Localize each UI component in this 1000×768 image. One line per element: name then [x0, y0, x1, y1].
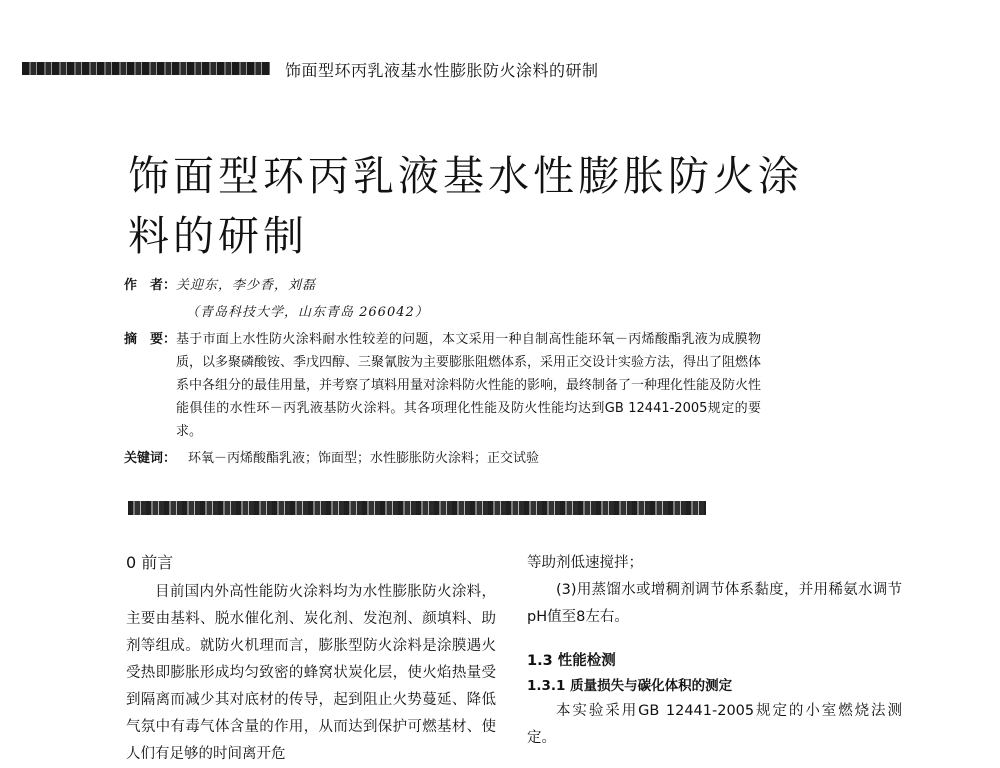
keywords-row: [124, 447, 784, 470]
section-0-heading: 0 前言: [126, 553, 174, 572]
authors: 关迎东，李少香，刘磊: [176, 278, 317, 293]
right-column: [527, 550, 902, 752]
section-1-3-1-heading: 1.3.1 质量损失与碳化体积的测定: [527, 678, 733, 694]
keywords-text: 环氧－丙烯酸酯乳液；饰面型；水性膨胀防火涂料；正交试验: [188, 451, 540, 466]
section-1-3-1-text: 本实验采用GB 12441-2005规定的小室燃烧法测定。: [527, 703, 902, 746]
abstract-text: 基于市面上水性防火涂料耐水性较差的问题，本文采用一种自制高性能环氧－丙烯酸酯乳液为成膜物质，以多聚磷酸铵、季戊四醇、三聚氰胺为主要膨胀阻燃体系，采用正交设计实验方法，得出了阻燃体系中各组分的最佳用量，并考察了填料用量对涂料防火性能的影响，最终制备了一种理化性能及防火性能俱佳的水性环－丙乳液基防火涂料。其各项理化性能及防火性能均达到GB 12441-2005规定的要求。: [176, 332, 762, 439]
section-divider-bar: [128, 501, 706, 515]
abstract-row: [124, 328, 784, 443]
abstract-label: 摘 要：: [124, 332, 177, 347]
article-meta: [124, 274, 784, 470]
step-3-text: (3)用蒸馏水或增稠剂调节体系黏度，并用稀氨水调节pH值至8左右。: [527, 582, 902, 625]
affiliation: （青岛科技大学，山东青岛 266042）: [186, 305, 429, 320]
authors-row: [124, 274, 784, 293]
left-column: [126, 550, 496, 768]
header-decorative-bar: [22, 62, 270, 75]
section-0-text: 目前国内外高性能防火涂料均为水性膨胀防火涂料，主要由基料、脱水催化剂、炭化剂、发泡剂、颜填料、助剂等组成。就防火机理而言，膨胀型防火涂料是涂膜遇火受热即膨胀形成均匀致密的蜂窝状炭化层，使火焰热量受到隔离而减少其对底材的传导，起到阻止火势蔓延、降低气氛中有毒气体含量的作用，从而达到保护可燃基材、使人们有足够的时间离开危: [126, 584, 496, 762]
authors-label: 作 者：: [124, 278, 177, 293]
continued-text: 等助剂低速搅拌；: [527, 555, 643, 571]
running-header-title: 饰面型环丙乳液基水性膨胀防火涂料的研制: [285, 61, 599, 80]
article-title: 饰面型环丙乳液基水性膨胀防火涂料的研制: [128, 152, 803, 260]
keywords-label: 关键词：: [124, 451, 177, 466]
section-1-3-heading: 1.3 性能检测: [527, 653, 616, 669]
